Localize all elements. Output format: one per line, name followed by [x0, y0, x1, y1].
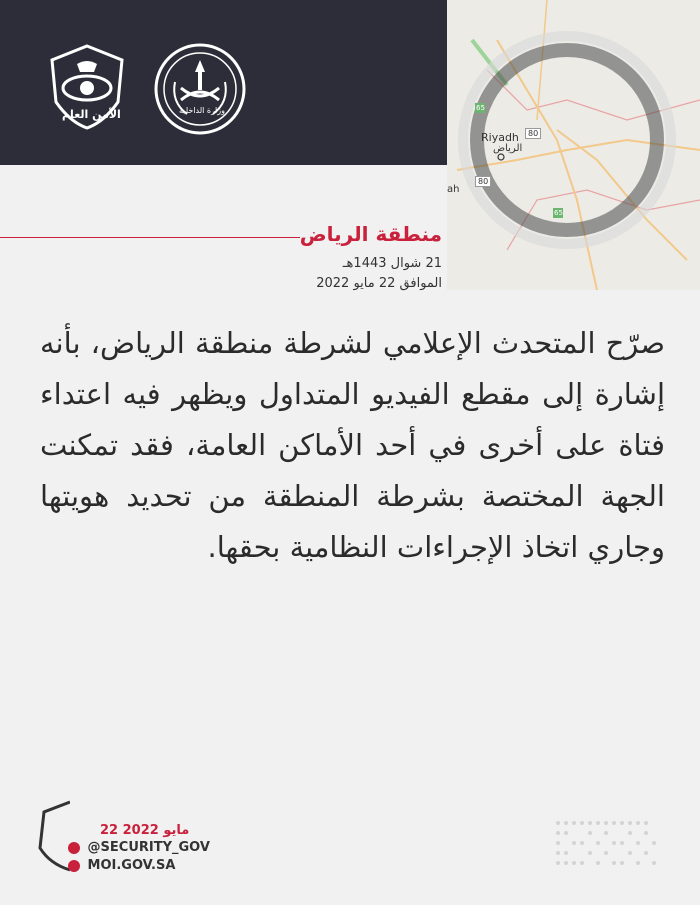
- map-road-80-a: 80: [475, 176, 491, 187]
- date-gregorian: الموافق 22 مايو 2022: [316, 276, 442, 291]
- statement-text: صرّح المتحدث الإعلامي لشرطة منطقة الرياض، بأنه إشارة إلى مقطع الفيديو المتداول ويظهر فيه اعتداء فتاة على أخرى في أحد الأماكن العامة، فقد تمكنت الجهة المختصة بشرطة المنطقة من تحديد هويتها وجاري اتخاذ الإجراءات النظامية بحقها.: [40, 326, 665, 564]
- ministry-emblem: [153, 42, 247, 136]
- date-hijri: 21 شوال 1443هـ: [342, 256, 442, 271]
- footer-twitter[interactable]: [68, 840, 210, 855]
- public-security-logo-text: الأمن العام: [62, 108, 121, 121]
- map-label-riyadh-en: Riyadh: [481, 131, 519, 144]
- footer-badge: [36, 800, 70, 876]
- region-divider: [0, 237, 300, 238]
- map-road-65-b: 65: [554, 209, 563, 217]
- twitter-icon: [68, 842, 80, 854]
- ministry-emblem-text: وزارة الداخلية: [179, 106, 225, 115]
- public-security-logo: [44, 42, 130, 132]
- footer-website[interactable]: [68, 858, 175, 873]
- website-url: MOI.GOV.SA: [87, 858, 176, 873]
- map-label-riyadh-ar: الرياض: [493, 143, 523, 154]
- footer-date: 22 مايو 2022: [100, 823, 190, 838]
- decorative-dot-pattern: [553, 818, 663, 872]
- map-road-80-b: 80: [525, 128, 541, 139]
- map-road-65-a: 65: [476, 104, 485, 112]
- twitter-handle: @SECURITY_GOV: [87, 840, 210, 855]
- globe-icon: [68, 860, 80, 872]
- region-title: منطقة الرياض: [299, 222, 442, 246]
- map-partial-label: ah: [447, 184, 460, 195]
- map-image: [447, 0, 700, 290]
